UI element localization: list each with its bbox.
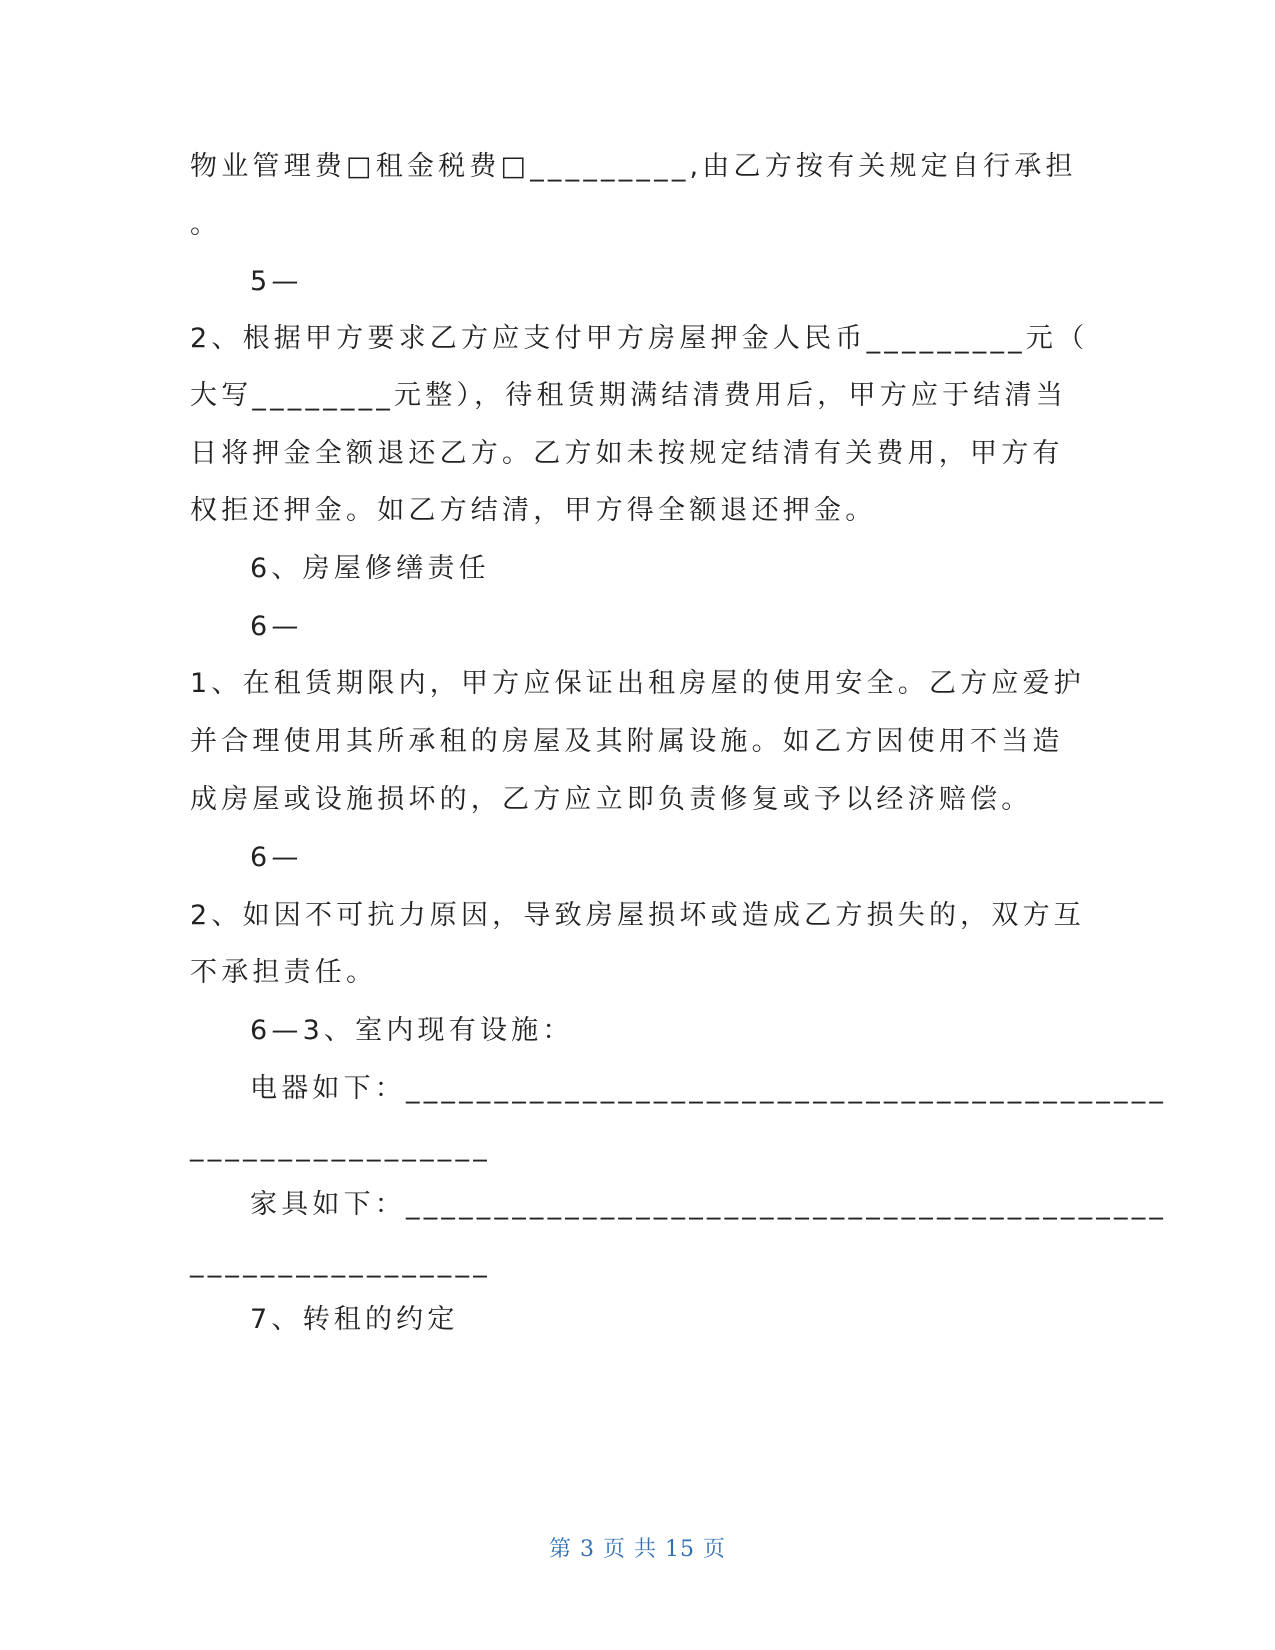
text-line: 6—3、室内现有设施： [250,1015,574,1046]
section-heading: 6、房屋修缮责任 [250,553,490,584]
text-line: 2、如因不可抗力原因，导致房屋损坏或造成乙方损失的，双方互 [190,900,1085,931]
text-line: 5— [250,266,303,297]
text-line: 2、根据甲方要求乙方应支付甲方房屋押金人民币_________元（ [190,323,1089,354]
text-line: 大写________元整），待租赁期满结清费用后，甲方应于结清当 [190,380,1067,411]
furniture-line: 家具如下：___________________________________________ [250,1189,1168,1220]
text-line: 物业管理费□租金税费□_________,由乙方按有关规定自行承担 [190,151,1077,182]
text-line: 日将押金全额退还乙方。乙方如未按规定结清有关费用，甲方有 [190,438,1064,469]
text-line: 。 [190,209,222,240]
section-heading: 7、转租的约定 [250,1304,459,1335]
text-line: 6— [250,842,303,873]
text-line: 不承担责任。 [190,957,378,988]
text-line: 成房屋或设施损坏的，乙方应立即负责修复或予以经济赔偿。 [190,784,1033,815]
text-line: 权拒还押金。如乙方结清，甲方得全额退还押金。 [190,495,877,526]
blank-line: _________________ [190,1247,491,1278]
blank-line: _________________ [190,1131,491,1162]
text-line: 6— [250,611,303,642]
text-line: 并合理使用其所承租的房屋及其附属设施。如乙方因使用不当造 [190,726,1064,757]
text-line: 1、在租赁期限内，甲方应保证出租房屋的使用安全。乙方应爱护 [190,668,1085,699]
page-number-footer: 第 3 页 共 15 页 [549,1537,726,1562]
appliances-line: 电器如下：___________________________________________ [250,1073,1168,1104]
